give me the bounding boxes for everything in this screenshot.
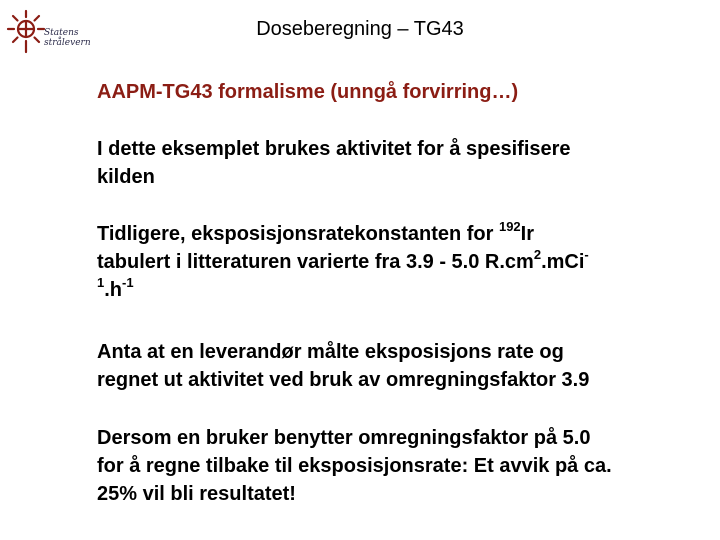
- text-run: .mCi: [541, 251, 585, 273]
- text-run: Tidligere, eksposisjonsratekonstanten for: [97, 223, 499, 245]
- exponent-superscript: -: [584, 247, 589, 262]
- paragraph-line: [97, 248, 717, 276]
- isotope-superscript: 192: [498, 219, 521, 234]
- paragraph-line: for å regne tilbake til eksposisjonsrate: Et avvik på ca.: [97, 455, 612, 477]
- exponent-superscript: 2: [533, 247, 542, 262]
- paragraph-deviation: [97, 424, 717, 508]
- slide-title: Doseberegning – TG43: [256, 18, 464, 40]
- paragraph-supplier: [97, 338, 717, 394]
- paragraph-line: Dersom en bruker benytter omregningsfaktor på 5.0: [97, 427, 591, 449]
- paragraph-line: [97, 276, 717, 304]
- paragraph-line: I dette eksemplet brukes aktivitet for å spesifisere: [97, 138, 571, 160]
- paragraph-line: regnet ut aktivitet ved bruk av omregningsfaktor 3.9: [97, 369, 590, 391]
- paragraph-line: 25% vil bli resultatet!: [97, 483, 296, 505]
- text-run: tabulert i litteraturen varierte fra 3.9 - 5.0 R.cm: [97, 251, 534, 273]
- paragraph-line: Anta at en leverandør målte eksposisjons rate og: [97, 341, 564, 363]
- section-heading: AAPM-TG43 formalisme (unngå forvirring…): [97, 81, 519, 103]
- exponent-superscript: -1: [122, 275, 134, 290]
- logo-text-line1: Statens: [44, 28, 79, 38]
- exponent-superscript: 1: [97, 275, 105, 290]
- logo-text-line2: strålevern: [44, 38, 91, 48]
- text-run: .h: [104, 279, 123, 301]
- paragraph-line: [97, 220, 717, 248]
- text-run: Ir: [520, 223, 535, 245]
- paragraph-exposure-constant: [97, 220, 717, 304]
- paragraph-line: kilden: [97, 166, 155, 188]
- paragraph-activity: [97, 135, 717, 191]
